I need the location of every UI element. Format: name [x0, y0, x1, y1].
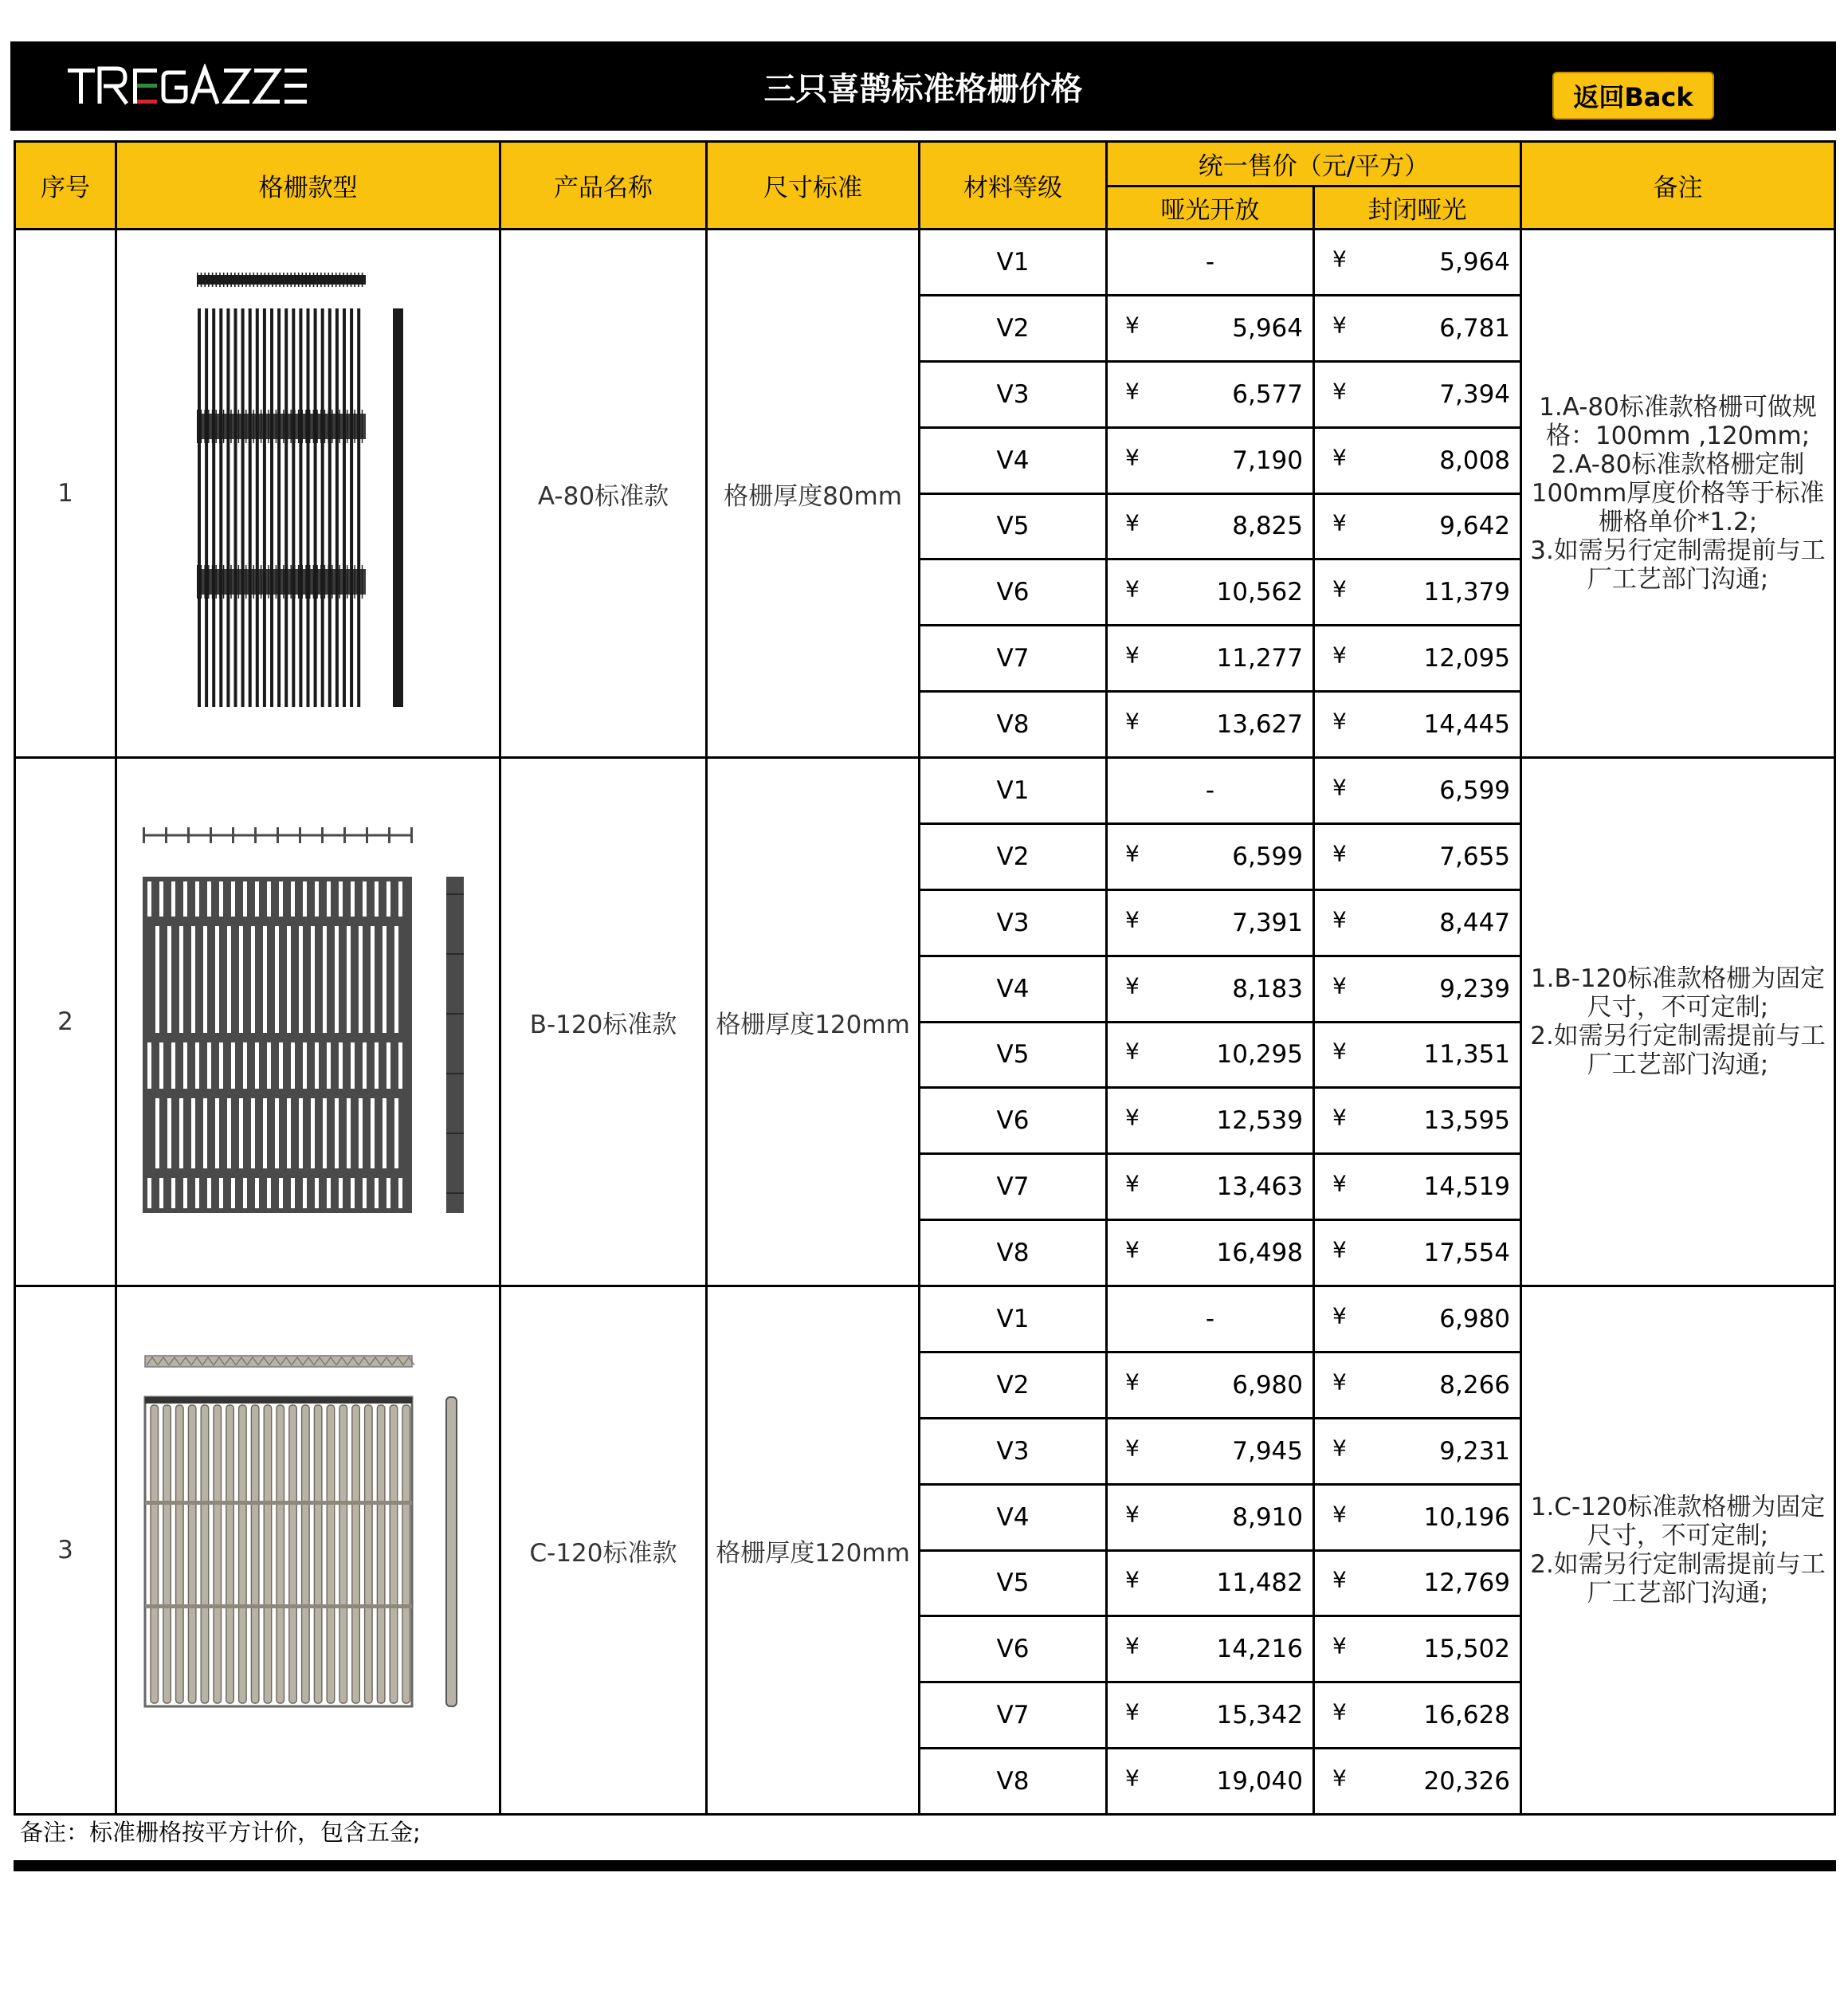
currency-symbol: ¥ — [1125, 1104, 1140, 1131]
price-value: 7,945 — [1232, 1436, 1303, 1466]
price-matte-open — [1107, 1616, 1314, 1682]
remark-text: 1.A-80标准款格栅可做规 格：100mm ,120mm; 2.A-80标准款格栅定制 100mm厚度价格等于标准 栅格单价*1.2; 3.如需另行定制需提前与工 厂工艺部门沟通; — [1530, 393, 1826, 594]
price-closed-matte — [1314, 1220, 1521, 1286]
size-standard: 格栅厚度120mm — [707, 1286, 920, 1815]
price-closed-matte — [1314, 1352, 1521, 1418]
product-name: B-120标准款 — [500, 758, 707, 1286]
currency-symbol: ¥ — [1332, 509, 1347, 536]
currency-symbol: ¥ — [1332, 840, 1347, 867]
material-grade: V5 — [920, 1550, 1107, 1616]
price-closed-matte — [1314, 295, 1521, 361]
price-value: 14,216 — [1216, 1635, 1303, 1664]
currency-symbol: ¥ — [1332, 1435, 1347, 1462]
currency-symbol: ¥ — [1125, 642, 1140, 669]
remark-cell — [1521, 758, 1835, 1286]
currency-symbol: ¥ — [1332, 575, 1347, 603]
material-grade: V2 — [920, 823, 1107, 889]
col-header-grade: 材料等级 — [920, 142, 1107, 230]
price-matte-open — [1107, 559, 1314, 626]
currency-symbol: ¥ — [1125, 575, 1140, 603]
currency-symbol: ¥ — [1332, 906, 1347, 933]
material-grade: V8 — [920, 1220, 1107, 1286]
material-grade: V2 — [920, 295, 1107, 361]
currency-symbol: ¥ — [1332, 1368, 1347, 1396]
table-row — [15, 230, 1835, 296]
currency-symbol: ¥ — [1332, 1566, 1347, 1593]
material-grade: V8 — [920, 1749, 1107, 1815]
price-value: 11,482 — [1216, 1568, 1303, 1598]
price-closed-matte — [1314, 1418, 1521, 1484]
row-index: 2 — [15, 758, 116, 1286]
material-grade: V2 — [920, 1352, 1107, 1418]
currency-symbol: ¥ — [1332, 1632, 1347, 1659]
currency-symbol: ¥ — [1332, 312, 1347, 339]
price-closed-matte — [1314, 823, 1521, 889]
price-matte-open — [1107, 427, 1314, 493]
price-value: 8,910 — [1232, 1502, 1303, 1532]
currency-symbol: ¥ — [1125, 1038, 1140, 1065]
top-bar — [10, 41, 1836, 131]
product-name: A-80标准款 — [500, 230, 707, 758]
currency-symbol: ¥ — [1332, 972, 1347, 999]
price-closed-matte — [1314, 1616, 1521, 1682]
price-matte-open — [1107, 1550, 1314, 1616]
product-name: C-120标准款 — [500, 1286, 707, 1815]
price-closed-matte — [1314, 1484, 1521, 1550]
currency-symbol: ¥ — [1332, 1765, 1347, 1792]
price-matte-open — [1107, 823, 1314, 889]
price-value: 6,577 — [1232, 379, 1303, 409]
price-closed-matte — [1314, 559, 1521, 626]
price-matte-open — [1107, 1154, 1314, 1220]
price-matte-open — [1107, 956, 1314, 1022]
currency-symbol: ¥ — [1125, 1566, 1140, 1593]
price-value: 8,825 — [1232, 512, 1303, 541]
price-value: 7,391 — [1232, 908, 1303, 937]
material-grade: V5 — [920, 1022, 1107, 1088]
price-value: 8,266 — [1439, 1370, 1511, 1400]
price-table — [14, 140, 1836, 1816]
currency-symbol: ¥ — [1125, 840, 1140, 867]
currency-symbol: ¥ — [1125, 1698, 1140, 1725]
price-value: 10,295 — [1216, 1040, 1303, 1070]
price-matte-open — [1107, 1352, 1314, 1418]
price-value: 16,498 — [1216, 1239, 1303, 1268]
grille-image-cell — [116, 230, 500, 758]
material-grade: V7 — [920, 1682, 1107, 1749]
price-matte-open — [1107, 1682, 1314, 1749]
price-dash: - — [1205, 775, 1215, 805]
col-header-model: 格栅款型 — [116, 142, 500, 230]
currency-symbol: ¥ — [1332, 642, 1347, 669]
price-matte-open — [1107, 758, 1314, 824]
col-header-remark: 备注 — [1521, 142, 1835, 230]
price-value: 12,769 — [1423, 1568, 1511, 1598]
size-standard: 格栅厚度120mm — [707, 758, 920, 1286]
material-grade: V1 — [920, 230, 1107, 296]
remark-text: 1.B-120标准款格栅为固定 尺寸，不可定制; 2.如需另行定制需提前与工 厂工艺部门沟通; — [1530, 964, 1826, 1079]
price-matte-open — [1107, 1220, 1314, 1286]
price-closed-matte — [1314, 1022, 1521, 1088]
price-value: 7,190 — [1232, 446, 1303, 475]
price-value: 9,231 — [1439, 1436, 1511, 1466]
price-value: 20,326 — [1423, 1767, 1511, 1796]
price-value: 9,642 — [1439, 512, 1511, 541]
price-value: 6,980 — [1439, 1304, 1511, 1333]
price-value: 19,040 — [1216, 1767, 1303, 1796]
price-matte-open — [1107, 1022, 1314, 1088]
price-value: 5,964 — [1439, 247, 1511, 277]
grille-c120-drawing — [117, 1287, 496, 1813]
price-matte-open — [1107, 230, 1314, 296]
grille-image-cell — [116, 1286, 500, 1815]
currency-symbol: ¥ — [1125, 444, 1140, 471]
price-dash: - — [1205, 1304, 1215, 1333]
price-value: 12,539 — [1216, 1106, 1303, 1136]
currency-symbol: ¥ — [1332, 774, 1347, 801]
currency-symbol: ¥ — [1125, 1368, 1140, 1396]
price-value: 10,562 — [1216, 578, 1303, 607]
price-value: 12,095 — [1423, 644, 1511, 673]
col-header-product: 产品名称 — [500, 142, 707, 230]
remark-cell — [1521, 230, 1835, 758]
col-header-matte-open: 哑光开放 — [1107, 186, 1314, 230]
price-value: 10,196 — [1423, 1502, 1511, 1532]
material-grade: V3 — [920, 889, 1107, 956]
currency-symbol: ¥ — [1332, 378, 1347, 405]
price-matte-open — [1107, 889, 1314, 956]
material-grade: V3 — [920, 1418, 1107, 1484]
material-grade: V4 — [920, 1484, 1107, 1550]
price-closed-matte — [1314, 1286, 1521, 1352]
currency-symbol: ¥ — [1332, 444, 1347, 471]
price-closed-matte — [1314, 427, 1521, 493]
currency-symbol: ¥ — [1332, 1170, 1347, 1197]
currency-symbol: ¥ — [1332, 1236, 1347, 1263]
price-value: 15,342 — [1216, 1701, 1303, 1730]
row-index: 3 — [15, 1286, 116, 1815]
price-value: 6,781 — [1439, 313, 1511, 343]
material-grade: V6 — [920, 1616, 1107, 1682]
currency-symbol: ¥ — [1125, 906, 1140, 933]
material-grade: V4 — [920, 427, 1107, 493]
material-grade: V3 — [920, 361, 1107, 427]
price-closed-matte — [1314, 758, 1521, 824]
currency-symbol: ¥ — [1125, 1632, 1140, 1659]
material-grade: V4 — [920, 956, 1107, 1022]
col-header-size: 尺寸标准 — [707, 142, 920, 230]
price-value: 16,628 — [1423, 1701, 1511, 1730]
price-closed-matte — [1314, 889, 1521, 956]
currency-symbol: ¥ — [1125, 1435, 1140, 1462]
price-closed-matte — [1314, 956, 1521, 1022]
table-row — [15, 1286, 1835, 1352]
price-closed-matte — [1314, 1682, 1521, 1749]
col-header-closed-matte: 封闭哑光 — [1314, 186, 1521, 230]
currency-symbol: ¥ — [1332, 1302, 1347, 1329]
currency-symbol: ¥ — [1332, 1501, 1347, 1528]
currency-symbol: ¥ — [1332, 1038, 1347, 1065]
grille-image-cell — [116, 758, 500, 1286]
price-value: 8,183 — [1232, 974, 1303, 1003]
price-value: 15,502 — [1423, 1635, 1511, 1664]
currency-symbol: ¥ — [1125, 1170, 1140, 1197]
price-matte-open — [1107, 692, 1314, 758]
price-value: 7,394 — [1439, 379, 1511, 409]
price-value: 5,964 — [1232, 313, 1303, 343]
remark-text: 1.C-120标准款格栅为固定 尺寸，不可定制; 2.如需另行定制需提前与工 厂工艺部门沟通; — [1530, 1493, 1826, 1608]
price-value: 17,554 — [1423, 1239, 1511, 1268]
footer-divider — [14, 1860, 1836, 1871]
price-value: 9,239 — [1439, 974, 1511, 1003]
currency-symbol: ¥ — [1125, 708, 1140, 735]
price-matte-open — [1107, 1418, 1314, 1484]
price-value: 6,599 — [1439, 775, 1511, 805]
price-value: 8,447 — [1439, 908, 1511, 937]
currency-symbol: ¥ — [1125, 1501, 1140, 1528]
currency-symbol: ¥ — [1125, 312, 1140, 339]
price-value: 11,351 — [1423, 1040, 1511, 1070]
col-header-index: 序号 — [15, 142, 116, 230]
price-closed-matte — [1314, 493, 1521, 559]
price-value: 14,445 — [1423, 710, 1511, 740]
price-value: 13,463 — [1216, 1172, 1303, 1202]
price-value: 11,379 — [1423, 578, 1511, 607]
size-standard: 格栅厚度80mm — [707, 230, 920, 758]
remark-cell — [1521, 1286, 1835, 1815]
price-closed-matte — [1314, 361, 1521, 427]
price-value: 14,519 — [1423, 1172, 1511, 1202]
material-grade: V1 — [920, 1286, 1107, 1352]
price-matte-open — [1107, 1286, 1314, 1352]
material-grade: V7 — [920, 626, 1107, 692]
price-closed-matte — [1314, 626, 1521, 692]
currency-symbol: ¥ — [1332, 1698, 1347, 1725]
row-index: 1 — [15, 230, 116, 758]
grille-a80-drawing — [117, 230, 496, 756]
price-value: 6,599 — [1232, 842, 1303, 871]
price-closed-matte — [1314, 1550, 1521, 1616]
price-value: 13,595 — [1423, 1106, 1511, 1136]
currency-symbol: ¥ — [1332, 1104, 1347, 1131]
currency-symbol: ¥ — [1125, 378, 1140, 405]
currency-symbol: ¥ — [1332, 708, 1347, 735]
table-row — [15, 758, 1835, 824]
price-closed-matte — [1314, 1154, 1521, 1220]
material-grade: V1 — [920, 758, 1107, 824]
material-grade: V6 — [920, 1088, 1107, 1154]
price-matte-open — [1107, 295, 1314, 361]
price-closed-matte — [1314, 692, 1521, 758]
price-closed-matte — [1314, 1088, 1521, 1154]
currency-symbol: ¥ — [1125, 972, 1140, 999]
currency-symbol: ¥ — [1332, 245, 1347, 273]
price-matte-open — [1107, 1749, 1314, 1815]
price-value: 11,277 — [1216, 644, 1303, 673]
price-matte-open — [1107, 626, 1314, 692]
price-dash: - — [1205, 247, 1215, 277]
price-closed-matte — [1314, 1749, 1521, 1815]
back-button[interactable]: 返回Back — [1552, 72, 1714, 120]
footer-note: 备注：标准栅格按平方计价，包含五金; — [20, 1819, 421, 1846]
material-grade: V8 — [920, 692, 1107, 758]
price-value: 13,627 — [1216, 710, 1303, 740]
currency-symbol: ¥ — [1125, 1236, 1140, 1263]
price-closed-matte — [1314, 230, 1521, 296]
page-title: 三只喜鹊标准格栅价格 — [763, 71, 1083, 108]
price-value: 7,655 — [1439, 842, 1511, 871]
currency-symbol: ¥ — [1125, 1765, 1140, 1792]
price-matte-open — [1107, 1484, 1314, 1550]
material-grade: V6 — [920, 559, 1107, 626]
price-matte-open — [1107, 361, 1314, 427]
material-grade: V7 — [920, 1154, 1107, 1220]
currency-symbol: ¥ — [1125, 509, 1140, 536]
price-value: 6,980 — [1232, 1370, 1303, 1400]
grille-b120-drawing — [117, 759, 496, 1285]
table-body — [15, 230, 1835, 1815]
col-header-price-group: 统一售价（元/平方） — [1107, 142, 1521, 186]
price-matte-open — [1107, 493, 1314, 559]
material-grade: V5 — [920, 493, 1107, 559]
price-value: 8,008 — [1439, 446, 1511, 475]
price-matte-open — [1107, 1088, 1314, 1154]
